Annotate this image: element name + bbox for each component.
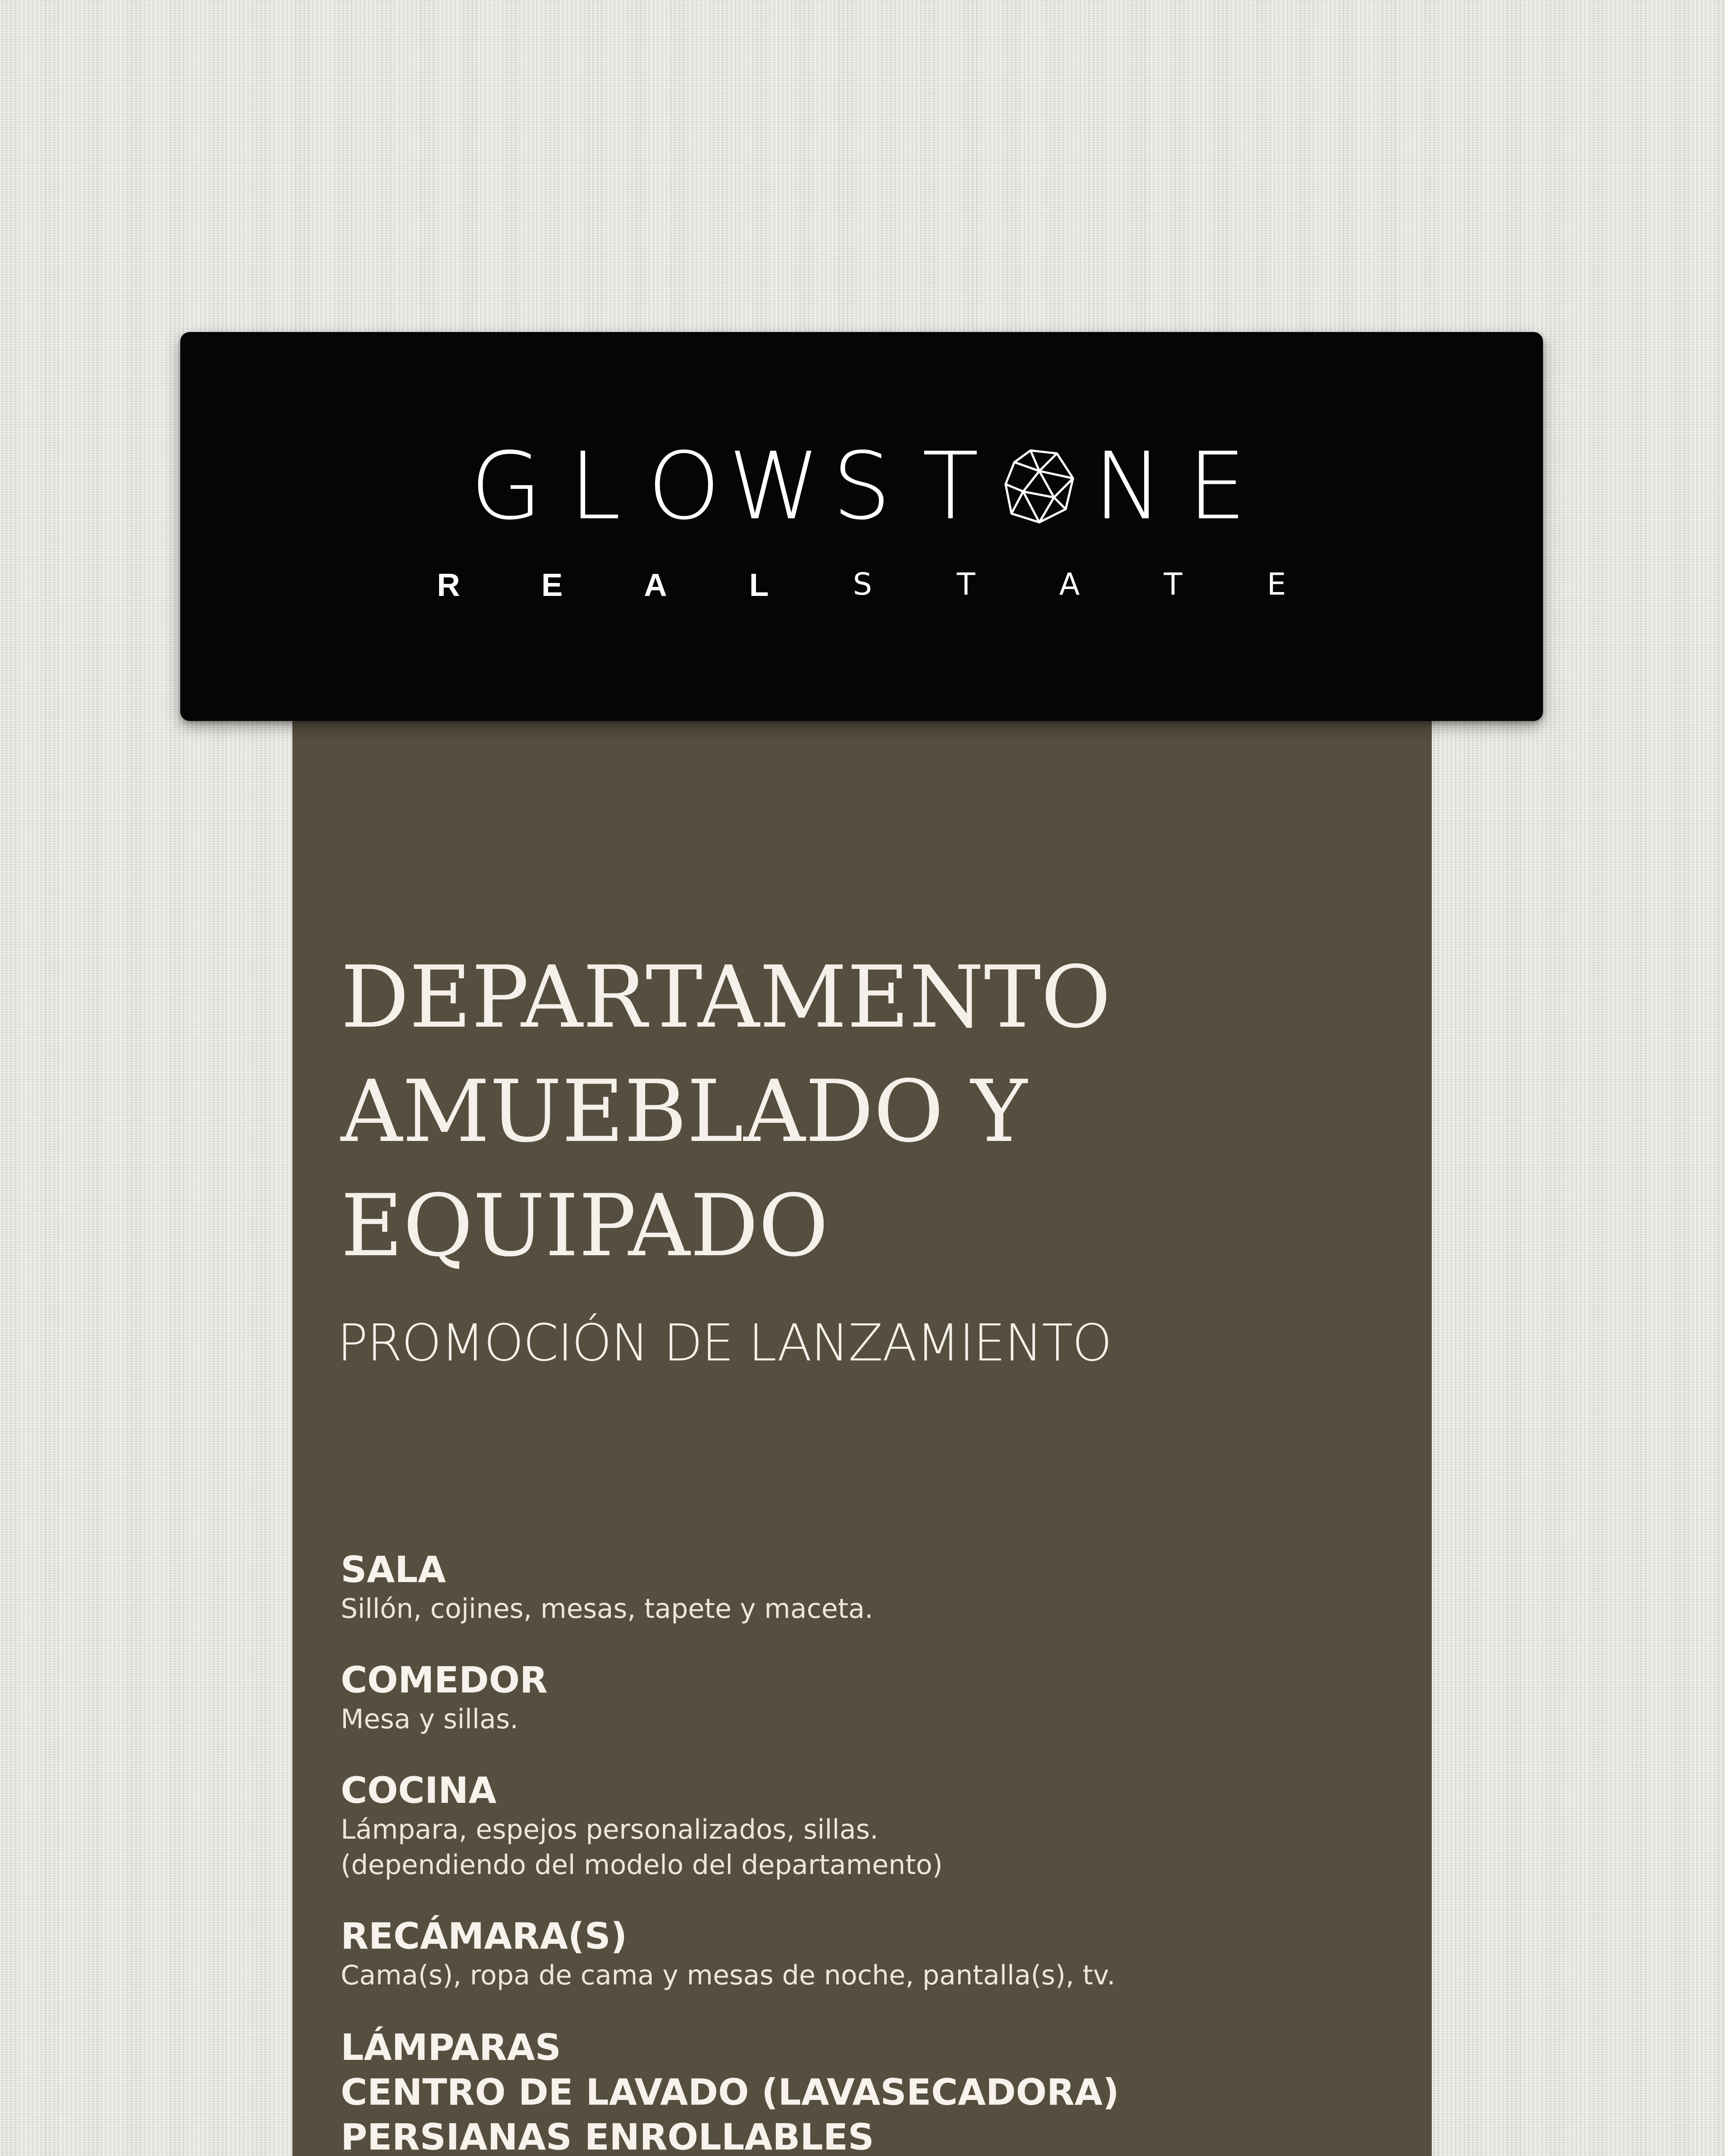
headline-line: AMUEBLADO Y xyxy=(341,1062,1027,1161)
wordmark-letter: T xyxy=(922,432,979,540)
wordmark-letter: S xyxy=(832,432,891,540)
brand-logo xyxy=(180,432,1543,540)
tagline-letter: E xyxy=(1267,567,1286,602)
extra-item: PERSIANAS ENROLLABLES xyxy=(341,2116,874,2156)
gem-icon xyxy=(995,443,1084,530)
feature-title: COMEDOR xyxy=(341,1659,548,1701)
tagline-letter: L xyxy=(749,567,769,603)
feature-title: RECÁMARA(S) xyxy=(341,1915,627,1957)
headline-subtitle: PROMOCIÓN DE LANZAMIENTO xyxy=(337,1313,1111,1373)
wordmark-letter: O xyxy=(647,432,721,540)
feature-description: (dependiendo del modelo del departamento) xyxy=(341,1849,943,1880)
headline-line: EQUIPADO xyxy=(341,1176,829,1275)
feature-item-cocina xyxy=(341,1769,1410,1883)
wordmark-letter: W xyxy=(728,432,820,540)
extra-item: CENTRO DE LAVADO (LAVASECADORA) xyxy=(341,2071,1120,2113)
feature-item-comedor xyxy=(341,1658,1410,1737)
tagline-letter: R xyxy=(437,567,460,603)
extras-list xyxy=(341,2025,1410,2156)
feature-title: SALA xyxy=(341,1548,446,1591)
tagline-letter: A xyxy=(644,567,667,603)
tagline-letter: T xyxy=(957,567,975,602)
wordmark-letter: E xyxy=(1188,432,1246,540)
feature-description: Cama(s), ropa de cama y mesas de noche, pantalla(s), tv. xyxy=(341,1959,1116,1991)
tagline-letter: S xyxy=(853,567,872,602)
brand-wordmark xyxy=(462,432,1261,540)
feature-description: Mesa y sillas. xyxy=(341,1703,519,1735)
extra-item: LÁMPARAS xyxy=(341,2026,561,2068)
features-list xyxy=(341,1548,1410,2156)
brand-header xyxy=(180,332,1543,721)
feature-item-sala xyxy=(341,1548,1410,1626)
feature-item-recamaras xyxy=(341,1915,1410,1993)
feature-description: Lámpara, espejos personalizados, sillas. xyxy=(341,1814,878,1845)
wordmark-letter: N xyxy=(1093,432,1163,540)
tagline-letter: A xyxy=(1059,567,1080,602)
feature-title: COCINA xyxy=(341,1769,497,1811)
headline-line: DEPARTAMENTO xyxy=(341,947,1111,1047)
headline-title xyxy=(341,940,1376,1283)
tagline-letter: T xyxy=(1164,567,1182,602)
tagline-letter: E xyxy=(541,567,563,603)
brand-tagline xyxy=(436,569,1289,601)
wordmark-letter: G xyxy=(470,432,543,540)
wordmark-letter: L xyxy=(569,432,621,540)
feature-description: Sillón, cojines, mesas, tapete y maceta. xyxy=(341,1593,873,1624)
